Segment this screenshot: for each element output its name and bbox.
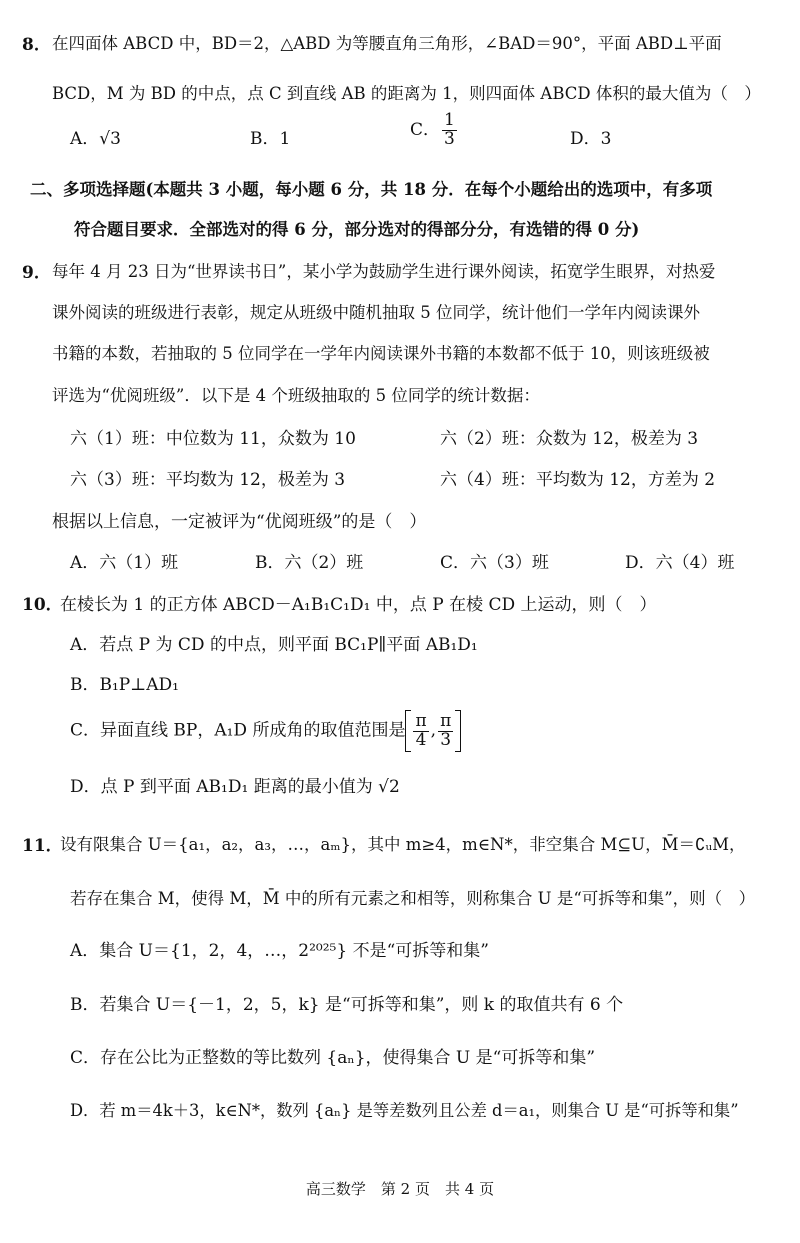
q9-stem-line1: 每年 4 月 23 日为“世界读书日”，某小学为鼓励学生进行课外阅读，拓宽学生眼界，对热爱 <box>52 262 716 281</box>
q8-option-d-value: 3 <box>600 129 612 149</box>
q8-stem-line1: 在四面体 ABCD 中，BD＝2，△ABD 为等腰直角三角形，∠BAD＝90°，平面 ABD⊥平面 <box>52 34 722 53</box>
q11-option-a: A．集合 U＝{1，2，4，…，2²⁰²⁵} 不是“可拆等和集” <box>70 941 489 961</box>
q10-option-a: A．若点 P 为 CD 的中点，则平面 BC₁P∥平面 AB₁D₁ <box>70 635 478 655</box>
q10-option-b: B．B₁P⊥AD₁ <box>70 675 179 695</box>
q11-option-b: B．若集合 U＝{－1，2，5，k} 是“可拆等和集”，则 k 的取值共有 6 个 <box>70 995 624 1015</box>
q10-option-c-numerator-2: π <box>440 710 452 731</box>
section-2-heading-line2: 符合题目要求．全部选对的得 6 分，部分选对的得部分分，有选错的得 0 分) <box>74 220 640 239</box>
q8-option-a <box>70 124 121 149</box>
q9-option-b: B．六（2）班 <box>255 553 364 573</box>
q10-option-d: D．点 P 到平面 AB₁D₁ 距离的最小值为 √2 <box>70 777 400 797</box>
q9-stat-class4: 六（4）班：平均数为 12，方差为 2 <box>440 470 716 490</box>
q8-option-c <box>410 112 459 149</box>
q8-stem-line2: BCD，M 为 BD 的中点，点 C 到直线 AB 的距离为 1，则四面体 ABCD 体积的最大值为（ ） <box>52 84 761 103</box>
q8-option-d-label: D． <box>570 129 601 149</box>
q9-stem-line2: 课外阅读的班级进行表彰，规定从班级中随机抽取 5 位同学，统计他们一学年内阅读课外 <box>52 303 700 322</box>
q10-option-c-text: C．异面直线 BP，A₁D 所成角的取值范围是 <box>70 720 406 741</box>
q8-option-a-label: A． <box>70 129 100 149</box>
comma: , <box>430 720 437 741</box>
q10-option-c-denominator-2: 3 <box>440 729 452 750</box>
q10-option-c-denominator-1: 4 <box>415 729 427 750</box>
q8-number: 8． <box>22 35 51 55</box>
page-footer: 高三数学 第 2 页 共 4 页 <box>305 1180 495 1198</box>
q9-option-c: C．六（3）班 <box>440 553 549 573</box>
q9-stem-line4: 评选为“优阅班级”．以下是 4 个班级抽取的 5 位同学的统计数据： <box>52 386 540 405</box>
right-bracket <box>455 710 461 752</box>
q9-stat-class2: 六（2）班：众数为 12，极差为 3 <box>440 429 699 449</box>
q11-number: 11． <box>22 836 63 856</box>
q9-stat-class3: 六（3）班：平均数为 12，极差为 3 <box>70 470 346 490</box>
q8-option-b-value: 1 <box>279 129 291 149</box>
q8-option-b-label: B． <box>250 129 280 149</box>
q10-option-c <box>70 710 461 752</box>
q9-stem-line3: 书籍的本数，若抽取的 5 位同学在一学年内阅读课外书籍的本数都不低于 10，则该班级被 <box>52 344 710 363</box>
q8-option-c-fraction <box>442 112 457 149</box>
q8-option-a-value: √3 <box>99 129 121 149</box>
q8-option-d <box>570 124 611 149</box>
q10-option-c-numerator-1: π <box>415 710 427 731</box>
q9-number: 9． <box>22 263 51 283</box>
q11-option-d: D．若 m＝4k＋3，k∈N*，数列 {aₙ} 是等差数列且公差 d＝a₁，则集合 U 是“可拆等和集” <box>70 1101 739 1120</box>
section-2-heading-line1: 二、多项选择题(本题共 3 小题，每小题 6 分，共 18 分．在每个小题给出的选项中，有多项 <box>30 180 713 199</box>
q10-option-c-fraction-1 <box>413 710 428 750</box>
q9-prompt: 根据以上信息，一定被评为“优阅班级”的是（ ） <box>52 512 427 532</box>
q10-stem: 在棱长为 1 的正方体 ABCD－A₁B₁C₁D₁ 中，点 P 在棱 CD 上运动，则（ ） <box>60 595 657 615</box>
q8-option-b <box>250 124 290 149</box>
q8-option-c-denominator: 3 <box>444 128 455 149</box>
q10-number: 10． <box>22 595 63 615</box>
q8-option-c-label: C． <box>410 119 441 140</box>
q11-stem-line1: 设有限集合 U＝{a₁，a₂，a₃，…，aₘ}，其中 m≥4，m∈N*，非空集合 M⊆U，M̄＝∁ᵤM， <box>60 835 746 854</box>
q9-stat-class1: 六（1）班：中位数为 11，众数为 10 <box>70 429 356 449</box>
q9-option-a: A．六（1）班 <box>70 553 179 573</box>
q11-option-c: C．存在公比为正整数的等比数列 {aₙ}，使得集合 U 是“可拆等和集” <box>70 1048 596 1068</box>
left-bracket <box>405 710 411 752</box>
q8-option-c-numerator: 1 <box>444 110 455 130</box>
q11-stem-line2: 若存在集合 M，使得 M，M̄ 中的所有元素之和相等，则称集合 U 是“可拆等和集”，则（ ） <box>70 889 756 908</box>
q10-option-c-fraction-2 <box>438 710 453 750</box>
q9-option-d: D．六（4）班 <box>625 553 735 573</box>
